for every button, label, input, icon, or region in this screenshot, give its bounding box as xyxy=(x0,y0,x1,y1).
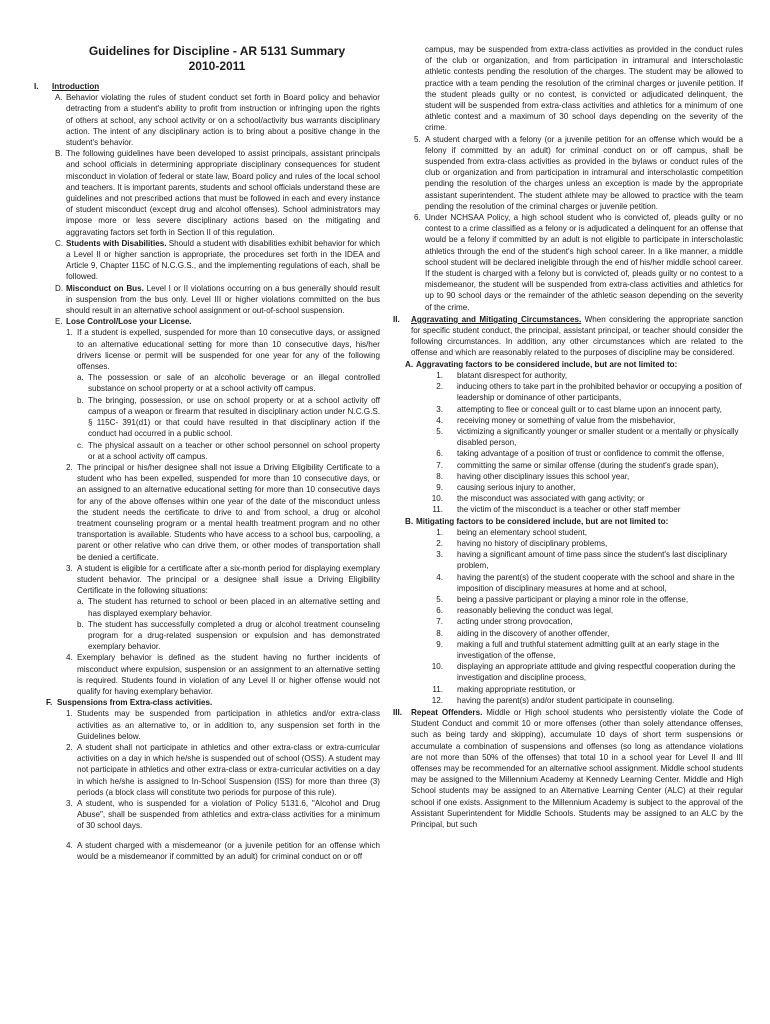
factor-text: making a full and truthful statement admitting guilt at an early stage in the investigation of the offense, xyxy=(457,639,720,660)
item-label: A. xyxy=(55,93,63,103)
section-body: Middle or High school students who persistently violate the Code of Student Conduct and commit 10 or more offenses (other than solely attendance offenses, such as being tardy and skipping), accumulate 10 days of short term suspensions or accumulate a combination of suspensions and offenses (so long as attendance violations are not more than 50% of the offenses) that total 10 in a school year for Level II and III offenses may be recommended for an alternative school assignment. Middle school students may be assigned to the Millennium Academy at Kennedy Learning Center. Middle and High School students may be assigned to an Alternative Learning Center (ALC) at their regular school if one exists. Assignment to the Millennium Academy is subject to the approval of the Assistant Superintendent for Middle Schools. Students may be assigned to an ALC by the Principal, but such xyxy=(411,707,743,830)
factor-text: being an elementary school student, xyxy=(457,527,588,537)
mitigating-factor xyxy=(419,538,743,549)
section-introduction xyxy=(34,81,380,92)
license-item-1 xyxy=(66,327,380,372)
item-heading: Suspensions from Extra-class activities. xyxy=(57,698,213,708)
factor-text: being a passive participant or playing a minor role in the offense, xyxy=(457,594,689,604)
item-text: The physical assault on a teacher or other school personnel on school property or at a school activity off campus. xyxy=(88,440,380,461)
item-label: 4. xyxy=(66,653,73,663)
item-text: The student has returned to school or been placed in an alternative setting and has displayed exemplary behavior. xyxy=(88,597,380,618)
item-label: 4. xyxy=(66,840,73,850)
item-label: 3. xyxy=(66,799,73,808)
item-text: A student charged with a misdemeanor (or a juvenile petition for an offense which would be a misdemeanor if committed by an adult) for criminal conduct on or off xyxy=(77,840,380,861)
extra-class-item-4-continued: campus, may be suspended from extra-class activities as provided in the conduct rules of the club or organization, and from participation in intramural and interscholastic athletic contests pending the resolution of the charges. The student may be allowed to practice with a team pending the resolution of the criminal charges or juvenile petition. If the student pleads guilty or no contest, is convicted or adjudicated delinquent, the student will be suspended from extra-class activities and athletics for a minimum of one athletic contest and a maximum of 30 school days depending on the severity of the crime. xyxy=(425,45,743,133)
item-heading: Mitigating factors to be considered include, but are not limited to: xyxy=(416,516,669,526)
item-label: 1. xyxy=(66,709,73,719)
aggravating-factor xyxy=(419,493,743,504)
section-heading: Repeat Offenders. xyxy=(411,707,483,717)
extra-class-item-3 xyxy=(66,798,380,832)
section-heading: Introduction xyxy=(52,82,100,91)
item-label: 5. xyxy=(414,134,421,144)
item-text: A student, who is suspended for a violation of Policy 5131.6, "Alcohol and Drug Abuse", shall be suspended from athletics and extra-class activities for a minimum of 30 school days. xyxy=(77,799,380,831)
item-label: c. xyxy=(77,440,84,450)
item-label: b. xyxy=(77,619,84,629)
item-label: b. xyxy=(77,395,84,405)
intro-item-a xyxy=(55,92,380,148)
extra-class-item-5 xyxy=(414,134,743,212)
factor-text: blatant disrespect for authority, xyxy=(457,370,568,380)
factor-number: 7. xyxy=(436,460,443,470)
factor-number: 1. xyxy=(436,370,443,380)
aggravating-factor xyxy=(419,426,743,448)
factor-text: having the parent(s) and/or student participate in counseling. xyxy=(457,695,675,705)
factor-text: causing serious injury to another, xyxy=(457,482,576,492)
section-body: When considering the appropriate sanction for specific student conduct, the principal, assistant principal, or teacher should consider the following circumstances. In addition, any other circumstances which are related to the offense and which are reasonably related to the purposes of discipline may be considered. xyxy=(411,314,743,358)
item-text: A student is eligible for a certificate after a six-month period for displaying exemplary student behavior. The principal or a designee shall issue a Driving Eligibility Certificate in the following situations: xyxy=(77,563,380,596)
mitigating-factor xyxy=(419,684,743,695)
intro-item-d xyxy=(55,283,380,317)
item-label: 2. xyxy=(66,742,73,752)
factor-text: having no history of disciplinary problems, xyxy=(457,538,608,548)
section-text xyxy=(411,314,743,359)
factor-text: victimizing a significantly younger or smaller student or a mentally or physically disabled person, xyxy=(457,426,739,448)
item-label: 1. xyxy=(66,328,73,338)
item-label: 3. xyxy=(66,563,73,573)
item-text: The possession or sale of an alcoholic beverage or an illegal controlled substance on school property or at a school activity off campus. xyxy=(88,373,380,394)
license-item-1a xyxy=(77,372,380,394)
subtitle: 2010-2011 xyxy=(188,58,246,73)
license-item-4 xyxy=(66,652,380,697)
factor-number: 10. xyxy=(431,662,443,672)
aggravating-factor xyxy=(419,448,743,459)
intro-item-c xyxy=(55,238,380,283)
mitigating-factor xyxy=(419,527,743,538)
factor-text: displaying an appropriate attitude and giving respectful cooperation during the investigation and discipline process, xyxy=(457,662,736,683)
factor-text: the victim of the misconduct is a teacher or other staff member xyxy=(457,505,681,515)
aggravating-heading xyxy=(405,359,743,370)
factor-number: 6. xyxy=(436,449,443,459)
aggravating-factor xyxy=(419,460,743,471)
item-heading: Aggravating factors to be considered include, but are not limited to: xyxy=(416,359,678,369)
factor-number: 9. xyxy=(436,639,443,649)
item-label: B. xyxy=(405,516,414,526)
item-label: a. xyxy=(77,373,84,383)
section-heading: Aggravating and Mitigating Circumstances. xyxy=(411,314,582,324)
mitigating-factor xyxy=(419,661,743,683)
factor-text: making appropriate restitution, or xyxy=(457,684,576,694)
factor-number: 3. xyxy=(436,404,443,414)
factor-number: 5. xyxy=(436,426,443,436)
factor-number: 12. xyxy=(431,695,443,705)
factor-number: 7. xyxy=(436,617,443,627)
factor-number: 2. xyxy=(436,382,443,392)
item-text: The following guidelines have been developed to assist principals, assistant principals and school officials in determining appropriate disciplinary consequences for student misconduct in violation of federal or state law, Board policy and rules of the local school and teachers. It is important parents, students and school officials understand these are guidelines and not prescribed actions that must be followed in each and every instance of student misconduct (except drug and alcohol offenses). School administrators may impose more or less severe disciplinary actions based on the mitigating and aggravating factors set forth in Section II of this regulation. xyxy=(66,149,380,237)
item-text: Under NCHSAA Policy, a high school student who is convicted of, pleads guilty or no contest to a crime classified as a felony or is adjudicated a delinquent for an offense that would be a felony if committed by an adult is not eligible to participate in interscholastic athletics through the end of the student's high school career. In a like manner, a middle school student will be declared ineligible through the end of his/her middle school career. If the student is charged with a felony but is convicted of, pleads guilty or no contest to a misdemeanor, the student will be suspended from extra-class activities and athletics for up to 90 school days or the remainder of the athletic season depending on the severity of the crime. xyxy=(425,213,743,312)
right-column xyxy=(393,44,743,830)
item-label: C. xyxy=(55,238,64,248)
item-text: Behavior violating the rules of student conduct set forth in Board policy and behavior detracting from a student's ability to profit from instruction or infringing upon the rights of others at school, any school activity or on a school/activity bus warrants disciplinary action. The intent of any disciplinary action is to bring about a positive change in the student's behavior. xyxy=(66,93,380,148)
factor-number: 3. xyxy=(436,550,443,560)
item-text: Students may be suspended from participation in athletics and/or extra-class activities as an alternative to, or in addition to, any suspension set forth in the Guidelines below. xyxy=(77,709,380,741)
factor-number: 11. xyxy=(432,684,443,694)
item-label: 2. xyxy=(66,462,73,472)
factor-text: having the parent(s) of the student cooperate with the school and share in the imposition of disciplinary measures at home and at school, xyxy=(457,572,735,593)
factor-text: the misconduct was associated with gang activity; or xyxy=(457,494,645,504)
factor-text: reasonably believing the conduct was legal, xyxy=(457,606,614,616)
mitigating-factor xyxy=(419,695,743,706)
item-body: Should a student with disabilities exhibit behavior for which a Level II or higher sanction is appropriate, the procedures set forth in the IDEA and Article 9, Chapter 115C of N.C.G.S., and the implementing regulations of each, shall be followed. xyxy=(66,238,380,282)
factor-text: inducing others to take part in the prohibited behavior or occupying a position of leadership or dominance of other participants, xyxy=(457,382,742,403)
item-heading: Students with Disabilities. xyxy=(66,238,167,248)
mitigating-factor xyxy=(419,549,743,571)
factor-number: 4. xyxy=(436,415,443,425)
section-circumstances xyxy=(393,314,743,359)
mitigating-factor xyxy=(419,594,743,605)
mitigating-factor xyxy=(419,639,743,661)
item-heading: Misconduct on Bus. xyxy=(66,283,144,293)
item-label: A. xyxy=(405,359,414,369)
factor-text: having other disciplinary issues this school year, xyxy=(457,471,630,481)
mitigating-factor xyxy=(419,572,743,594)
item-text: The student has successfully completed a drug or alcohol treatment counseling program for a drug-related suspension or expulsion and has demonstrated exemplary behavior. xyxy=(88,619,380,652)
item-text: Exemplary behavior is defined as the student having no further incidents of misconduct where expulsion, suspension or an assignment to an alternative setting is required. Students found in violation of any Level II or higher offense would not qualify for having exemplary behavior. xyxy=(77,653,380,696)
item-label: F. xyxy=(46,698,53,708)
factor-text: taking advantage of a position of trust or confidence to commit the offense, xyxy=(457,449,725,459)
item-label: E. xyxy=(55,317,63,327)
factor-text: having a significant amount of time pass since the student's last disciplinary problem, xyxy=(457,550,728,571)
section-text xyxy=(411,707,743,830)
extra-class-item-6 xyxy=(414,212,743,313)
item-body: Level I or II violations occurring on a bus generally should result in suspension from the bus only. Level III or higher violations committed on the bus should result in an alternative school assignment or out-of-school suspension. xyxy=(66,283,380,316)
item-label: 6. xyxy=(414,213,421,223)
factor-number: 4. xyxy=(436,572,443,582)
intro-item-e xyxy=(55,316,380,327)
mitigating-factors-list xyxy=(419,527,743,706)
item-text xyxy=(66,238,380,283)
item-text: If a student is expelled, suspended for more than 10 consecutive days, or assigned to an alternative educational setting for more than 10 consecutive days, his/her drivers license or permit will be suspended for one year for any of the following offenses. xyxy=(77,328,380,372)
factor-number: 6. xyxy=(436,606,443,616)
aggravating-factor xyxy=(419,404,743,415)
factor-text: acting under strong provocation, xyxy=(457,617,573,627)
aggravating-factor xyxy=(419,370,743,381)
extra-class-item-1 xyxy=(66,708,380,742)
aggravating-factor xyxy=(419,381,743,403)
extra-class-item-2 xyxy=(66,742,380,798)
extra-class-item-4 xyxy=(66,840,380,862)
mitigating-heading xyxy=(405,516,743,527)
mitigating-factor xyxy=(419,616,743,627)
aggravating-factor xyxy=(419,482,743,493)
factor-number: 8. xyxy=(436,471,443,481)
aggravating-factors-list xyxy=(419,370,743,516)
aggravating-factor xyxy=(419,504,743,515)
factor-number: 11. xyxy=(432,505,443,515)
section-repeat-offenders xyxy=(393,707,743,830)
factor-text: attempting to flee or conceal guilt or to cast blame upon an innocent party, xyxy=(457,404,722,414)
factor-number: 5. xyxy=(436,594,443,604)
license-item-2 xyxy=(66,462,380,563)
item-text: A student charged with a felony (or a juvenile petition for an offense which would be a felony if committed by an adult) for criminal conduct on or off campus, shall be suspended from extra-class activities as provided in the bylaws or conduct rules of the club or organization and from participation in intramural and interscholastic competition pending the resolution of the charges unless an exception is made by the appropriate assistant superintendent. The student athlete may be allowed to practice with the team pending the resolution of the criminal charges or juvenile petition. xyxy=(425,134,743,211)
intro-item-b xyxy=(55,148,380,238)
license-item-3 xyxy=(66,563,380,597)
aggravating-factor xyxy=(419,415,743,426)
section-number: II. xyxy=(393,314,400,324)
item-text: The bringing, possession, or use on school property or at a school activity off campus of a weapon or firearm that resulted in disciplinary action under N.C.G.S. § 115C- 391(d1) or that could have resulted in that disciplinary action if the conduct had occurred in a public school. xyxy=(88,395,380,439)
license-item-3a xyxy=(77,596,380,618)
factor-number: 1. xyxy=(436,527,443,537)
factor-text: aiding in the discovery of another offender, xyxy=(457,628,610,638)
section-number: III. xyxy=(393,707,402,717)
factor-number: 9. xyxy=(436,482,443,492)
item-label: a. xyxy=(77,597,84,607)
left-column xyxy=(34,44,380,862)
item-label: B. xyxy=(55,149,63,159)
mitigating-factor xyxy=(419,605,743,616)
mitigating-factor xyxy=(419,628,743,639)
item-heading: Lose Control/Lose your License. xyxy=(66,317,192,327)
license-item-1b xyxy=(77,395,380,440)
item-text xyxy=(66,283,380,317)
item-text: A student shall not participate in athletics and other extra-class or extra-curricular activities on a day in which he/she is suspended out of school (OSS). A student may not participate in athletics and other extra-class or extra-curricular activities on a day in which he/she is assigned to In-School Suspension (ISS) for more than three (3) periods (a block class will constitute two periods for purpose of this rule). xyxy=(77,742,380,797)
section-number: I. xyxy=(34,82,39,91)
license-item-3b xyxy=(77,619,380,653)
factor-text: committing the same or similar offense (during the student's grade span), xyxy=(457,460,719,470)
item-label: D. xyxy=(55,283,64,293)
aggravating-factor xyxy=(419,471,743,482)
document-title xyxy=(54,44,380,73)
intro-item-f xyxy=(46,697,380,708)
factor-number: 10. xyxy=(431,494,443,504)
title: Guidelines for Discipline - AR 5131 Summary xyxy=(88,44,346,58)
license-item-1c xyxy=(77,440,380,462)
factor-text: receiving money or something of value from the misbehavior, xyxy=(457,415,676,425)
item-text: The principal or his/her designee shall not issue a Driving Eligibility Certificate to a student who has been expelled, suspended for more than 10 consecutive days, or an assigned to an alternative educational setting for more than 10 consecutive days for any of the above offenses within one year of the date of the misconduct unless the student needs the certificate to drive to and from school, a drug or alcohol treatment counseling program or a mental health treatment program and no other transportation is available. Students who have access to a school bus, carpooling, a parent or other relative who can drive them, or other modes of transportation shall be denied a certificate. xyxy=(77,462,380,562)
factor-number: 2. xyxy=(436,538,443,548)
factor-number: 8. xyxy=(436,628,443,638)
